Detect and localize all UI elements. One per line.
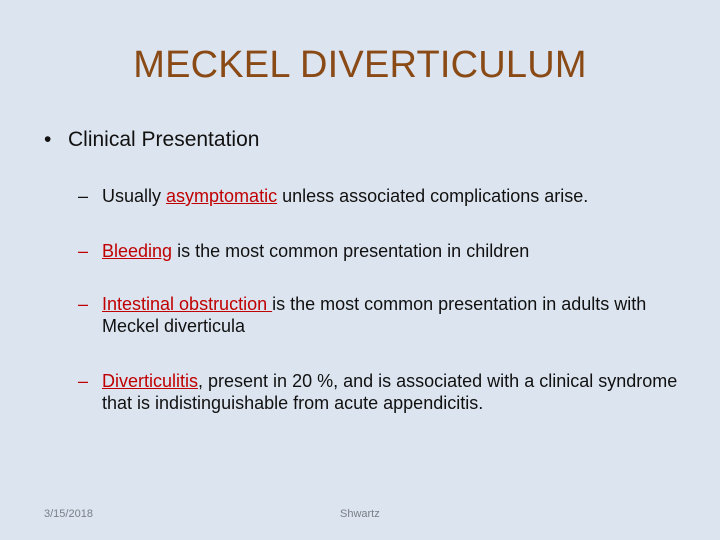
highlight-term: asymptomatic — [166, 186, 278, 206]
sub-bullet-4 — [78, 370, 678, 414]
highlight-term: Diverticulitis — [102, 371, 199, 391]
dash-icon: – — [78, 294, 89, 314]
dash-icon: – — [78, 371, 89, 391]
sub-bullet-3 — [78, 293, 678, 337]
sub-bullet-text — [102, 185, 678, 207]
main-bullet-text: Clinical Presentation — [68, 128, 260, 151]
main-bullet — [44, 128, 259, 152]
dash-icon: – — [78, 241, 89, 261]
text-after: is the most common presentation in adults with Meckel diverticula — [102, 294, 647, 336]
footer-date: 3/15/2018 — [44, 508, 93, 520]
dash-icon: – — [78, 186, 89, 206]
sub-bullet-1 — [78, 185, 678, 207]
text-after: , present in 20 %, and is associated with a clinical syndrome that is indistinguishable from acute appendicitis. — [102, 371, 678, 413]
highlight-term: Bleeding — [102, 241, 173, 261]
text-before: Usually — [102, 186, 167, 206]
sub-bullet-2 — [78, 240, 678, 262]
text-after: is the most common presentation in children — [172, 241, 530, 261]
sub-bullet-text — [102, 293, 678, 337]
sub-bullet-text — [102, 240, 678, 262]
text-after: unless associated complications arise. — [277, 186, 589, 206]
bullet-dot-icon: • — [44, 128, 52, 151]
slide-title: MECKEL DIVERTICULUM — [133, 44, 587, 86]
sub-bullet-text — [102, 370, 678, 414]
footer-author: Shwartz — [340, 508, 380, 520]
highlight-term: Intestinal obstruction — [102, 294, 273, 314]
